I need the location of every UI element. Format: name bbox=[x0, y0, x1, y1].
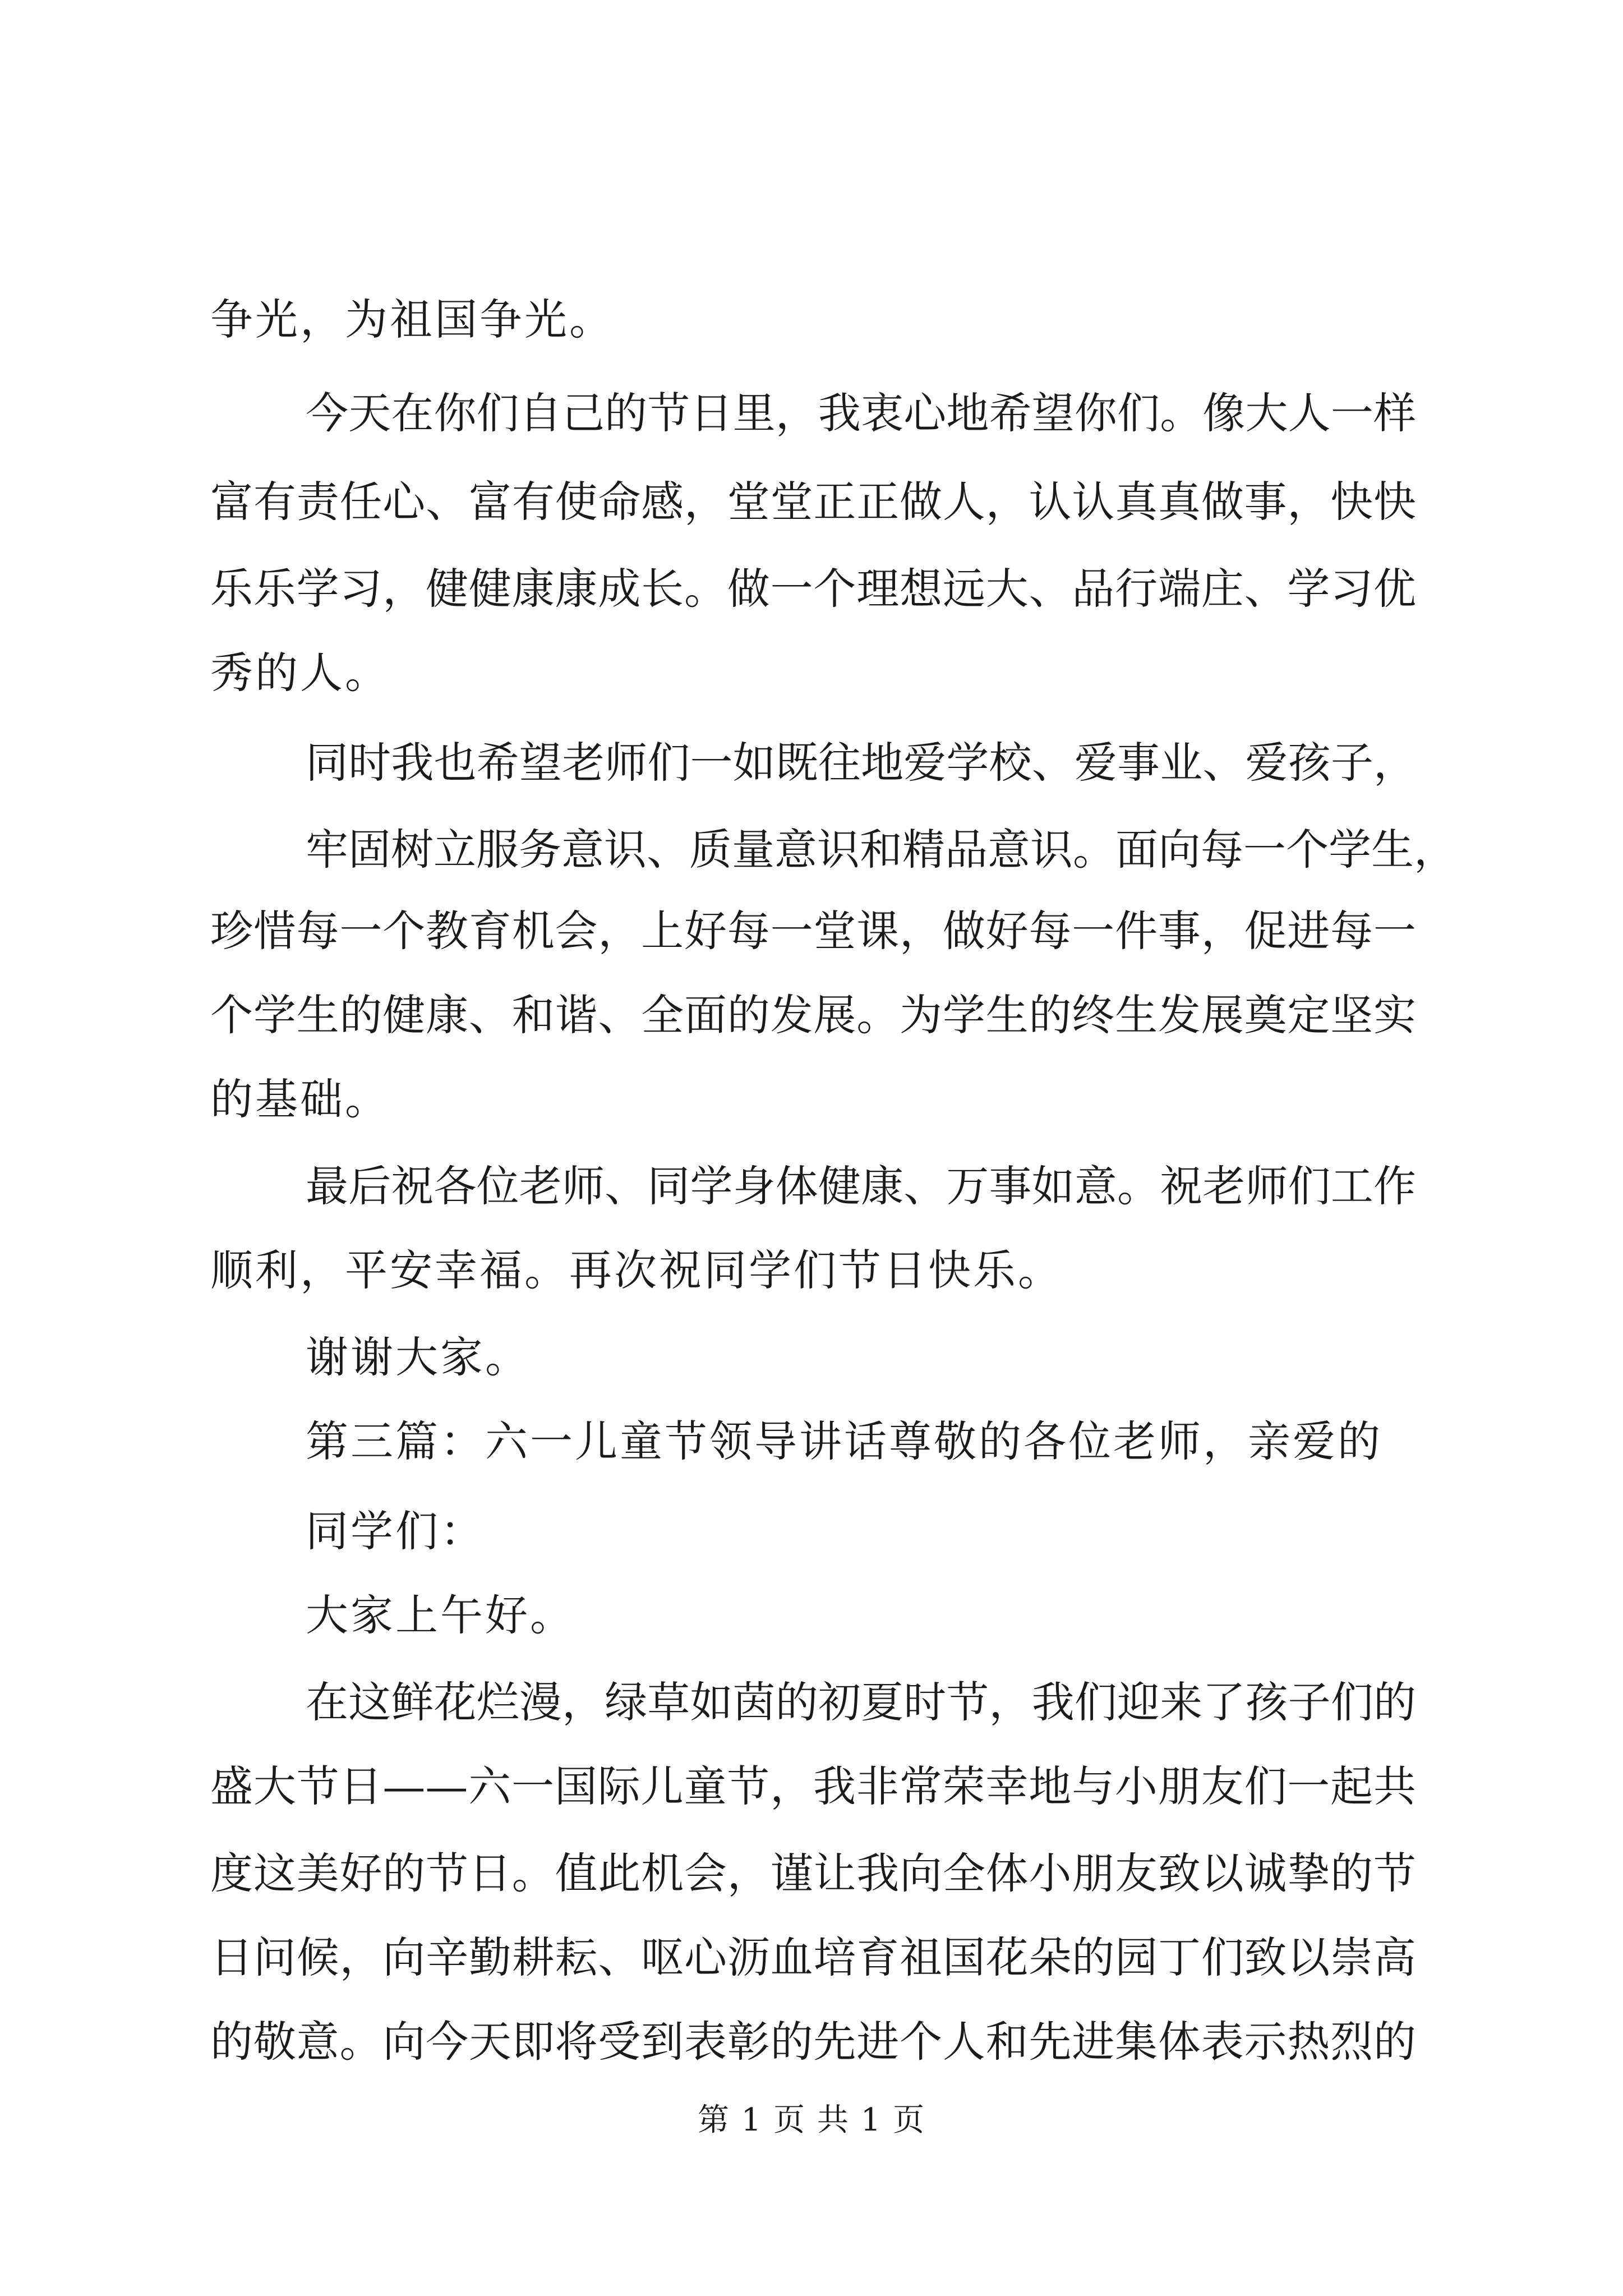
text-line: 牢固树立服务意识、质量意识和精品意识。面向每一个学生， bbox=[306, 825, 1456, 875]
text-line: 最后祝各位老师、同学身体健康、万事如意。祝老师们工作 bbox=[306, 1161, 1416, 1211]
text-line: 今天在你们自己的节日里，我衷心地希望你们。像大人一样 bbox=[306, 388, 1416, 438]
text-line: 在这鲜花烂漫，绿草如茵的初夏时节，我们迎来了孩子们的 bbox=[306, 1677, 1416, 1727]
text-line: 日问候，向辛勤耕耘、呕心沥血培育祖国花朵的园丁们致以崇高 bbox=[210, 1932, 1416, 1982]
section-heading: 第三篇：六一儿童节领导讲话尊敬的各位老师，亲爱的 bbox=[306, 1416, 1382, 1466]
text-line: 大家上午好。 bbox=[306, 1590, 575, 1640]
text-line: 同学们： bbox=[306, 1506, 485, 1556]
text-line: 顺利，平安幸福。再次祝同学们节日快乐。 bbox=[210, 1245, 1063, 1295]
text-line: 的敬意。向今天即将受到表彰的先进个人和先进集体表示热烈的 bbox=[210, 2017, 1416, 2067]
text-line: 珍惜每一个教育机会，上好每一堂课，做好每一件事，促进每一 bbox=[210, 906, 1416, 956]
text-line: 富有责任心、富有使命感，堂堂正正做人，认认真真做事，快快 bbox=[210, 477, 1416, 527]
text-line: 秀的人。 bbox=[210, 648, 390, 698]
text-line: 个学生的健康、和谐、全面的发展。为学生的终生发展奠定坚实 bbox=[210, 990, 1416, 1040]
text-line: 度这美好的节日。值此机会，谨让我向全体小朋友致以诚挚的节 bbox=[210, 1848, 1416, 1898]
page-footer: 第 1 页 共 1 页 bbox=[697, 2102, 926, 2138]
text-line: 谢谢大家。 bbox=[306, 1332, 530, 1382]
text-line: 盛大节日——六一国际儿童节，我非常荣幸地与小朋友们一起共 bbox=[210, 1761, 1416, 1811]
text-line: 同时我也希望老师们一如既往地爱学校、爱事业、爱孩子， bbox=[306, 738, 1416, 788]
text-line: 乐乐学习，健健康康成长。做一个理想远大、品行端庄、学习优 bbox=[210, 564, 1416, 614]
text-line: 争光，为祖国争光。 bbox=[210, 295, 614, 344]
text-line: 的基础。 bbox=[210, 1074, 390, 1124]
